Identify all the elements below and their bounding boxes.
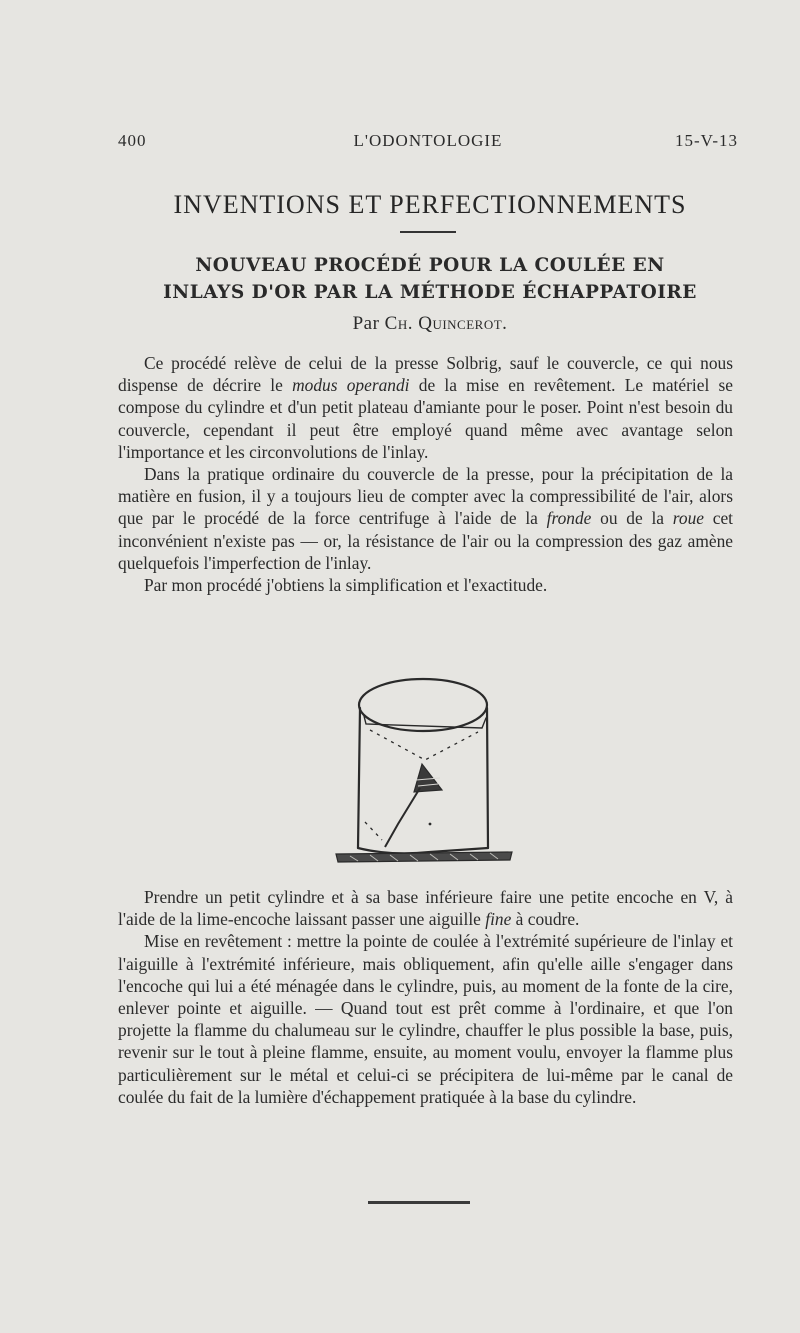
cylinder-top-rim [359, 679, 487, 731]
speck [429, 823, 432, 826]
paragraph-5: Mise en revêtement : mettre la pointe de coulée à l'extrémité supérieure de l'inlay et l'aiguille à l'extrémité inférieure, mais obliquement, afin qu'elle aille s'engager dans l'encoche qui lui a été ménagée dans le cylindre, puis, au moment de la fonte de la cire, enlever pointe et aiguille. — Quand tout est prêt comme à l'ordinaire, et que l'on projette la flamme du chalumeau sur le cylindre, chauffer le plus possible la base, puis, revenir sur le tout à pleine flamme, ensuite, au moment voulu, envoyer la flamme plus particulièrement sur le métal et celui-ci se précipitera de lui-même par le canal de coulée du fait de la lumière d'échappement pratiquée à la base du cylindre. [118, 931, 733, 1107]
paragraph-2-text-c: cet inconvénient n'existe pas — or, la résistance de l'air ou la compression des gaz amène quelquefois l'imperfection de l'inlay. [118, 508, 733, 573]
paragraph-1-text-b: de la mise en revêtement. Le matériel se compose du cylindre et d'un petit plateau d'amiante pour le poser. Point n'est besoin du couvercle, cependant il peut être employé quand même avec avantage selon l'importance et les circonvolutions de l'inlay. [118, 375, 734, 462]
paragraph-2-text-b: ou de la [591, 508, 673, 529]
inlay-wax-pattern [414, 764, 442, 792]
paragraph-2-emphasis-2: roue [672, 508, 704, 529]
asbestos-tray [336, 852, 512, 862]
investment-outline [370, 730, 478, 760]
cylinder-illustration [330, 672, 520, 872]
body-text-upper [118, 352, 733, 596]
issue-date: 15-V-13 [674, 131, 738, 150]
paragraph-4-text-a: Prendre un petit cylindre et à sa base inférieure faire une petite encoche en V, à l'aide de la lime-encoche laissant passer une aiguille [118, 887, 733, 930]
byline-prefix: Par [352, 313, 380, 334]
running-header [118, 131, 738, 153]
title-divider [400, 231, 456, 233]
page-number: 400 [118, 131, 147, 150]
end-of-article-rule [368, 1201, 470, 1204]
article-title-line-1: NOUVEAU PROCÉDÉ POUR LA COULÉE EN [195, 255, 665, 276]
journal-title: L'ODONTOLOGIE [353, 131, 503, 150]
body-text-lower [118, 886, 733, 1108]
paragraph-1-emphasis: modus operandi [292, 375, 410, 396]
cylinder-left-wall [358, 708, 360, 848]
article-title-line-2: INLAYS D'OR PAR LA MÉTHODE ÉCHAPPATOIRE [163, 282, 697, 303]
paragraph-2 [118, 463, 733, 574]
sprue-needle [385, 788, 420, 847]
paragraph-4 [118, 886, 733, 930]
article-title [60, 252, 800, 306]
author-name: Ch. Quincerot. [384, 313, 508, 334]
byline [60, 313, 800, 335]
section-title: INVENTIONS ET PERFECTIONNEMENTS [173, 190, 687, 219]
paragraph-1 [118, 352, 733, 463]
cylinder-right-wall [487, 708, 488, 848]
paragraph-4-text-b: à coudre. [511, 909, 580, 930]
base-dash [365, 822, 382, 840]
paragraph-2-emphasis-1: fronde [546, 508, 592, 529]
paragraph-4-emphasis: fine [485, 909, 512, 930]
paragraph-1-text-a: Ce procédé relève de celui de la presse Solbrig, sauf le couvercle, ce qui nous dispense de décrire le [118, 353, 733, 396]
paragraph-2-text-a: Dans la pratique ordinaire du couvercle de la presse, pour la précipitation de la matière en fusion, il y a toujours lieu de compter avec la compressibilité de l'air, alors que par le procédé de la force centrifuge à l'aide de la [118, 464, 733, 529]
paragraph-3: Par mon procédé j'obtiens la simplification et l'exactitude. [144, 575, 548, 596]
